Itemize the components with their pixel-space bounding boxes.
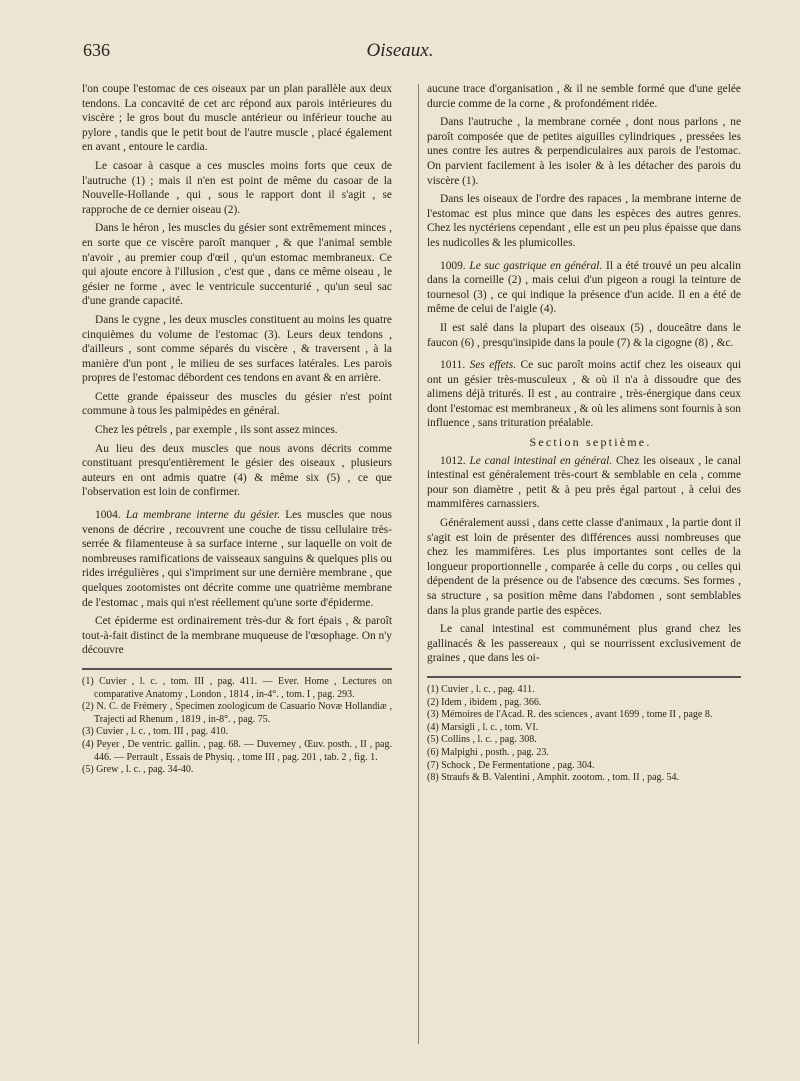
paragraph: Cette grande épaisseur des muscles du gésier n'est point commune à tous les palmipèdes en général. <box>82 390 392 418</box>
paragraph-text: Chez les oiseaux , le canal intestinal est généralement très-court & semblable en cela , comme pour son diamètre , petit & à peu près égal partout , à celui des mammifères carnassiers. <box>427 454 741 511</box>
footnote: (3) Mémoires de l'Acad. R. des sciences , avant 1699 , tome II , page 8. <box>427 709 713 721</box>
paragraph-text: Les muscles que nous venons de décrire , recouvrent une couche de tissu cellulaire très-serrée & filamenteuse à sa surface interne , sur laquelle on voit de nombreuses ramifications de vaisseaux sanguins & quelques plis ou rides irrégulières , qui s'impriment sur une dernière membrane , que quelques zootomistes ont décrite comme une quatrième membrane de l'estomac , mais qui n'est réellement qu'une sorte d'épiderme. <box>82 509 392 609</box>
footnotes-left <box>82 676 392 777</box>
column-divider <box>418 84 419 1044</box>
numbered-paragraph-1004 <box>82 508 392 610</box>
footnote: (8) Straufs & B. Valentini , Amphit. zootom. , tom. II , pag. 54. <box>427 772 680 784</box>
paragraph: Dans le héron , les muscles du gésier sont extrêmement minces , en sorte que ce viscère paroît manquer , & que l'animal semble n'avoir , au premier coup d'œil , qu'un estomac membraneux. Ce qui ajoute encore à l'illusion , c'est que , dans ce même oiseau , le gésier ne forme , avec le ventricule succenturié , qu'un seul sac d'une grande capacité. <box>82 222 392 308</box>
paragraph-number: 1004. <box>95 509 121 522</box>
paragraph-text: Il a été trouvé un peu alcalin dans la corneille (2) , mais celui d'un pigeon a rougi la teinture de tournesol (3) , ce qui indique la présence d'un acide. Il en a été de même de celui de l'aigle (4). <box>427 259 741 316</box>
numbered-paragraph-1011 <box>427 358 741 431</box>
left-column <box>82 82 392 777</box>
paragraph: Dans l'autruche , la membrane cornée , dont nous parlons , ne paroît composée que de petites aiguilles cylindriques , pressées les unes contre les autres & perpendiculaires aux parois de l'estomac. On parvient facilement à les isoler & à les détacher des parois du viscère (1). <box>427 116 741 187</box>
footnote: (3) Cuvier , l. c. , tom. III , pag. 410. <box>82 726 229 738</box>
paragraph: Le canal intestinal est communément plus grand chez les gallinacés & les passereaux , qui se nourrissent exclusivement de graines , que dans les oi- <box>427 623 741 665</box>
paragraph: Le casoar à casque a ces muscles moins forts que ceux de l'autruche (1) ; mais il n'en est point de même du casoar de la Nouvelle-Hollande , qui , sous le rapport dont il s'agit , se rapproche de ce dernier oiseau (2). <box>82 159 392 216</box>
footnote: (4) Peyer , De ventric. gallin. , pag. 68. — Duverney , Œuv. posth. , II , pag. 446. — Perrault , Essais de Physiq. , tome III , pag. 201 , tab. 2 , fig. 1. <box>82 738 392 763</box>
footnote: (4) Marsigli , l. c. , tom. VI. <box>427 721 539 733</box>
footnote: (1) Cuvier , l. c. , tom. III , pag. 411. — Ever. Home , Lectures on comparative Anatomy , London , 1814 , in-4°. , tom. I , pag. 293. <box>82 675 392 700</box>
paragraph: Il est salé dans la plupart des oiseaux (5) , douceâtre dans le faucon (6) , presqu'insipide dans la poule (7) & la cigogne (8) , &c. <box>427 321 741 349</box>
footnote: (6) Malpighi , posth. , pag. 23. <box>427 746 549 758</box>
footnote-divider <box>427 676 741 678</box>
numbered-paragraph-1012 <box>427 454 741 512</box>
footnote: (5) Grew , l. c. , pag. 34-40. <box>82 764 194 776</box>
paragraph: Dans le cygne , les deux muscles constituent au moins les quatre cinquièmes du volume de l'estomac (3). Leurs deux tendons , d'ailleurs , sont comme séparés du viscère , & traversent , à la manière d'un pont , le milieu de ses surfaces latérales. Les parois propres de l'estomac débordent ces tendons en avant & en arrière. <box>82 313 392 385</box>
page-header <box>0 40 800 70</box>
footnote: (1) Cuvier , l. c. , pag. 411. <box>427 683 535 695</box>
footnotes-right <box>427 684 741 785</box>
paragraph-title: La membrane interne du gésier. <box>125 509 280 522</box>
numbered-paragraph-1009 <box>427 259 741 317</box>
paragraph: Chez les pétrels , par exemple , ils sont assez minces. <box>95 424 338 437</box>
page-number: 636 <box>83 40 110 60</box>
running-title: Oiseaux. <box>366 40 434 61</box>
footnote: (5) Collins , l. c. , pag. 308. <box>427 734 537 746</box>
paragraph-number: 1009. <box>440 259 466 272</box>
right-column <box>427 82 741 785</box>
section-heading: Section septième. <box>529 435 652 450</box>
footnote: (2) Idem , ibidem , pag. 366. <box>427 696 542 708</box>
paragraph: Cet épiderme est ordinairement très-dur & fort épais , & paroît tout-à-fait distinct de la membrane muqueuse de l'œsophage. On n'y découvre <box>82 615 392 657</box>
footnote: (7) Schock , De Fermentatione , pag. 304. <box>427 759 595 771</box>
paragraph: Au lieu des deux muscles que nous avons décrits comme constituant presqu'entièrement le gésier des oiseaux , plusieurs auteurs en ont admis quatre (4) & même six (5) , ce que l'observation est loin de confirmer. <box>82 442 392 499</box>
paragraph-number: 1011. <box>440 359 466 372</box>
paragraph: Généralement aussi , dans cette classe d'animaux , la partie dont il s'agit est loin de présenter des différences aussi nombreuses que chez les mammifères. Les plus importantes sont celles de la longueur proportionnelle , comparée à celle du corps , ou celles qui dépendent de la présence ou de l'absence des cœcums. Ses formes , sa structure , sa position même dans l'abdomen , sont semblables dans la plus grande partie des espèces. <box>427 517 741 617</box>
paragraph: l'on coupe l'estomac de ces oiseaux par un plan parallèle aux deux tendons. La concavité de cet arc répond aux parois intérieures du viscère ; le gros bout du muscle antérieur ou inférieur touche au pylore , tandis que le petit bout de l'autre muscle , placé également en avant , entoure le cardia. <box>82 83 392 154</box>
footnote-divider <box>82 668 392 670</box>
paragraph-title: Le canal intestinal en général. <box>469 454 613 467</box>
paragraph: Dans les oiseaux de l'ordre des rapaces , la membrane interne de l'estomac est plus mince que dans les espèces des autres genres. Chez les nyctériens cependant , elle est un peu plus épaisse que dans les nudicolles & les plumicolles. <box>427 193 741 249</box>
paragraph-title: Ses effets. <box>469 359 517 372</box>
paragraph-text: Ce suc paroît moins actif chez les oiseaux qui ont un gésier très-musculeux , & où il n'a à dissoudre que des alimens déjà triturés. Il est , au contraire , très-énergique dans ceux dont l'estomac est membraneux , & où les alimens sont fournis à son influence , sans trituration préalable. <box>427 359 741 430</box>
footnote: (2) N. C. de Frémery , Specimen zoologicum de Casuario Novæ Hollandiæ , Trajecti ad Rhenum , 1819 , in-8°. , pag. 75. <box>82 701 392 725</box>
paragraph-title: Le suc gastrique en général. <box>469 259 603 272</box>
paragraph-number: 1012. <box>440 454 466 467</box>
paragraph: aucune trace d'organisation , & il ne semble formé que d'une gelée durcie comme de la corne , & profondément ridée. <box>427 83 741 110</box>
